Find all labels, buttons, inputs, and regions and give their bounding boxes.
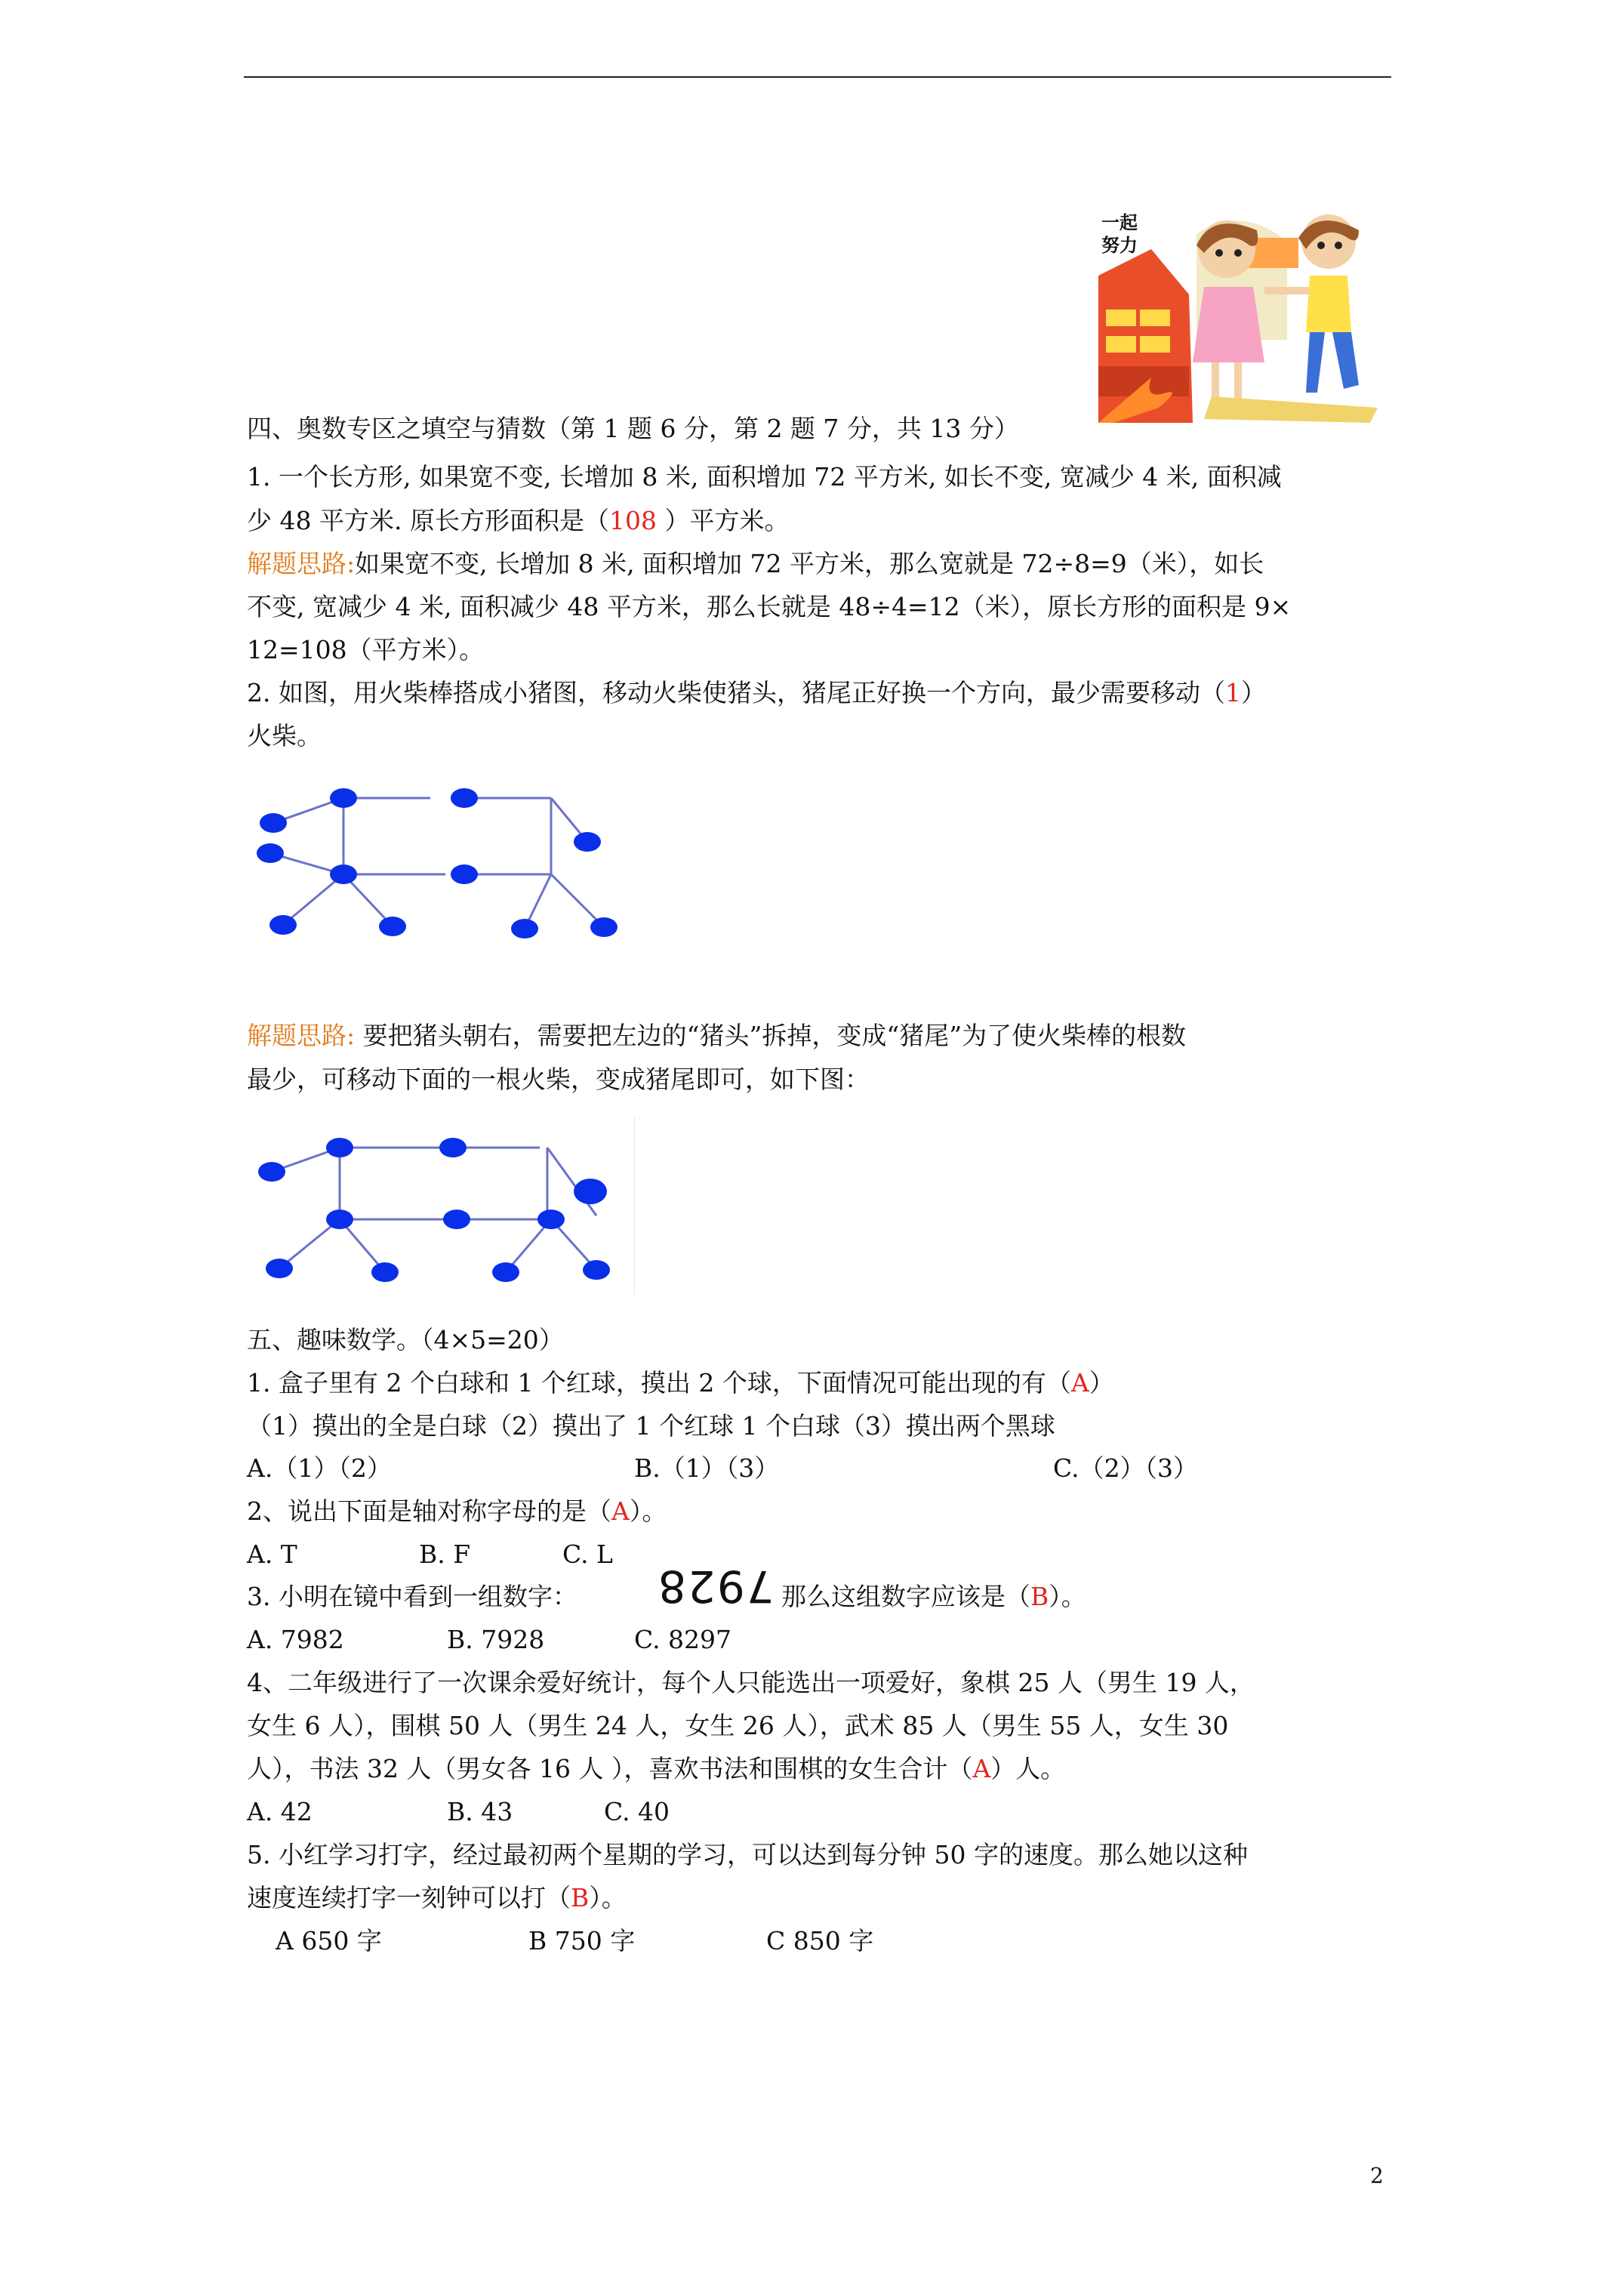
section5-heading: 五、趣味数学。（4×5=20）	[247, 1325, 564, 1354]
s5-q1-option-c: C.（2）（3）	[1053, 1453, 1199, 1483]
s5-q4-line3	[247, 1754, 1065, 1784]
cartoon-caption-line2: 努力	[1101, 235, 1138, 256]
s5-q4-line3-post: ）人。	[990, 1754, 1066, 1783]
s5-q3-line1-post: ）。	[1049, 1582, 1086, 1611]
s5-q5-line2-post: ）。	[589, 1883, 627, 1912]
s5-q5-option-b: B 750 字	[528, 1926, 636, 1955]
s4-q2-hint-label: 解题思路:	[247, 1021, 356, 1050]
s5-q2-option-c: C. L	[562, 1539, 613, 1569]
s5-q3-option-c: C. 8297	[634, 1625, 732, 1654]
s4-q2-line1-post: ）	[1240, 678, 1266, 707]
s4-q2-line1	[247, 678, 1266, 708]
s4-q2-line2: 火柴。	[247, 721, 322, 750]
cartoon-caption-line1: 一起	[1101, 212, 1138, 233]
s4-q2-answer: 1	[1224, 678, 1241, 707]
section4-heading: 四、奥数专区之填空与猜数（第 1 题 6 分，第 2 题 7 分，共 13 分）	[247, 414, 1019, 443]
s5-q3-answer: B	[1030, 1582, 1049, 1611]
s5-q3-option-a: A. 7982	[247, 1625, 344, 1654]
s4-q1-line2-post: ）平方米。	[656, 506, 790, 535]
s5-q1-option-a: A.（1）（2）	[247, 1453, 392, 1483]
s5-q4-answer: A	[972, 1754, 991, 1783]
s4-q2-hint-line1	[247, 1021, 1186, 1051]
s4-q2-line1-pre: 2. 如图，用火柴棒搭成小猪图，移动火柴使猪头，猪尾正好换一个方向，最少需要移动（	[247, 678, 1225, 707]
s5-q3-line1-pre: 3. 小明在镜中看到一组数字：	[247, 1582, 577, 1611]
cartoon-illustration	[1098, 204, 1389, 438]
s5-q1-line2: （1）摸出的全是白球（2）摸出了 1 个红球 1 个白球（3）摸出两个黑球	[247, 1411, 1055, 1441]
s5-q5-option-c: C 850 字	[766, 1926, 874, 1955]
s5-q3-line1	[247, 1582, 577, 1612]
s5-q1-answer: A	[1070, 1368, 1089, 1398]
s5-q3-line1-mid: 那么这组数字应该是（	[781, 1582, 1030, 1611]
s4-q1-hint-line2: 不变, 宽减少 4 米, 面积减少 48 平方米，那么长就是 48÷4=12（米），原长方形的面积是 9×	[247, 592, 1292, 621]
s5-q5-option-a: A 650 字	[276, 1926, 382, 1955]
s4-q1-answer: 108	[608, 506, 657, 535]
page-number: 2	[1370, 2163, 1384, 2188]
s5-q4-line2: 女生 6 人），围棋 50 人（男生 24 人，女生 26 人），武术 85 人（男生 55 人，女生 30	[247, 1711, 1229, 1740]
s5-q3-option-b: B. 7928	[447, 1625, 545, 1654]
s5-q4-option-a: A. 42	[247, 1797, 313, 1826]
s5-q1-line1	[247, 1368, 1114, 1398]
cartoon-caption	[1101, 211, 1138, 257]
s5-q3-line1-rest	[781, 1582, 1086, 1612]
s5-q2-option-a: A. T	[247, 1539, 297, 1569]
matchstick-pig-figure-solution	[249, 1117, 635, 1295]
s5-q4-option-b: B. 43	[447, 1797, 513, 1826]
matchstick-pig-figure-original	[249, 770, 649, 951]
s5-q2-line1-post: ）。	[629, 1496, 667, 1526]
s5-q5-line2-pre: 速度连续打字一刻钟可以打（	[247, 1883, 571, 1912]
mirrored-digits: 7928	[657, 1561, 775, 1612]
s4-q1-hint-line1	[247, 549, 1264, 579]
s5-q4-line3-pre: 人），书法 32 人（男女各 16 人 ），喜欢书法和围棋的女生合计（	[247, 1754, 973, 1783]
s4-q1-line2-pre: 少 48 平方米. 原长方形面积是（	[247, 506, 609, 535]
s4-q1-line1: 1. 一个长方形, 如果宽不变, 长增加 8 米, 面积增加 72 平方米, 如长不变, 宽减少 4 米, 面积减	[247, 462, 1282, 492]
s4-q1-hint-text1: 如果宽不变, 长增加 8 米, 面积增加 72 平方米，那么宽就是 72÷8=9（米），如长	[355, 549, 1264, 578]
header-rule	[244, 76, 1391, 78]
s5-q2-option-b: B. F	[419, 1539, 471, 1569]
s4-q2-hint-line2: 最少，可移动下面的一根火柴，变成猪尾即可，如下图：	[247, 1065, 870, 1094]
s5-q5-line1: 5. 小红学习打字，经过最初两个星期的学习，可以达到每分钟 50 字的速度。那么她以这种	[247, 1840, 1248, 1869]
s4-q1-hint-label: 解题思路:	[247, 549, 356, 578]
s5-q1-line1-post: ）	[1089, 1368, 1114, 1398]
s4-q2-hint-text1: 要把猪头朝右，需要把左边的“猪头”拆掉，变成“猪尾”为了使火柴棒的根数	[355, 1021, 1187, 1050]
s5-q1-line1-pre: 1. 盒子里有 2 个白球和 1 个红球，摸出 2 个球，下面情况可能出现的有（	[247, 1368, 1071, 1398]
s5-q4-option-c: C. 40	[604, 1797, 670, 1826]
s5-q2-answer: A	[611, 1496, 630, 1526]
s5-q5-answer: B	[571, 1883, 590, 1912]
s5-q5-line2	[247, 1883, 627, 1913]
s5-q2-line1	[247, 1496, 667, 1527]
s5-q1-option-b: B.（1）（3）	[634, 1453, 780, 1483]
s5-q4-line1: 4、二年级进行了一次课余爱好统计，每个人只能选出一项爱好，象棋 25 人（男生 19 人，	[247, 1668, 1255, 1697]
s5-q2-line1-pre: 2、说出下面是轴对称字母的是（	[247, 1496, 611, 1526]
s4-q1-line2	[247, 506, 789, 536]
s4-q1-hint-line3: 12=108（平方米）。	[247, 635, 485, 664]
